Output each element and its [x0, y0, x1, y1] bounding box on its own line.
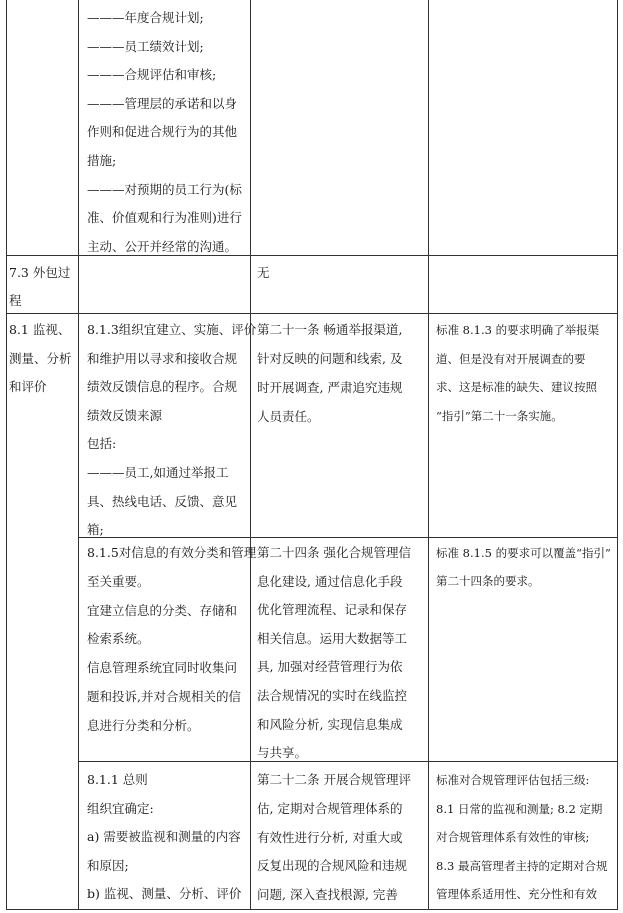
cell-text-line: 作则和促进合规行为的其他 — [87, 124, 238, 140]
cell-text-line: 对合规管理体系有效性的审核; — [436, 830, 590, 845]
table-column-border — [250, 0, 251, 909]
cell-text-line: 宜建立信息的分类、存储和 — [87, 602, 238, 618]
cell-text-line: b) 监视、测量、分析、评价 — [87, 886, 242, 902]
cell-text-line: 管理体系适用性、充分性和有效 — [436, 887, 597, 902]
cell-text-line: 反复出现的合规风险和违规 — [257, 858, 408, 874]
cell-text-line: 至关重要。 — [87, 573, 150, 589]
cell-text-line: 和评价 — [9, 379, 47, 395]
cell-text-line: 第二十二条 开展合规管理评 — [257, 772, 411, 787]
cell-text-line: 检索系统。 — [87, 631, 150, 647]
table-column-border — [78, 0, 79, 909]
cell-text-line: 和原因; — [87, 857, 129, 873]
cell-text-line: 信息管理系统宜同时收集问 — [87, 660, 238, 676]
table-row-border — [78, 537, 618, 538]
cell-text-line: a) 需要被监视和测量的内容 — [87, 829, 241, 845]
cell-text-line: 措施; — [87, 153, 117, 168]
cell-text-line: 测量、分析 — [9, 350, 72, 366]
cell-text-line: 估, 定期对合规管理体系的 — [257, 800, 403, 816]
cell-text-line: ———年度合规计划; — [87, 10, 204, 25]
cell-text-line: 题和投诉,并对合规相关的信 — [87, 689, 241, 704]
cell-text-line: 人员责任。 — [257, 409, 320, 424]
cell-text-line: 8.1 日常的监视和测量; 8.2 定期 — [436, 801, 603, 816]
cell-text-line: 主动、公开并经常的沟通。 — [87, 238, 238, 254]
table-column-border — [428, 0, 429, 909]
cell-text-line: 无 — [257, 265, 270, 280]
cell-text-line: 和维护用以寻求和接收合规 — [87, 350, 238, 366]
cell-text-line: ———对预期的员工行为(标 — [87, 181, 242, 197]
cell-text-line: ———合规评估和审核; — [87, 67, 217, 83]
cell-text-line: 与共享。 — [257, 745, 308, 761]
cell-text-line: 绩效反馈信息的程序。合规 — [87, 379, 238, 395]
cell-text-line: 标准对合规管理评估包括三级: — [436, 773, 590, 787]
table-row-border — [6, 255, 618, 256]
cell-text-line: 具, 加强对经营管理行为依 — [257, 659, 403, 675]
table-column-border — [617, 0, 618, 909]
cell-text-line: 8.3 最高管理者主持的定期对合规 — [436, 858, 608, 873]
table-row-border — [78, 761, 618, 762]
cell-text-line: 有效性进行分析, 对重大或 — [257, 829, 403, 845]
cell-text-line: 时开展调查, 严肃追究违规 — [257, 380, 403, 395]
cell-text-line: 和风险分析, 实现信息集成 — [257, 716, 403, 732]
cell-text-line: 8.1.5对信息的有效分类和管理 — [87, 545, 257, 560]
cell-text-line: 第二十一条 畅通举报渠道, — [257, 322, 403, 337]
cell-text-line: 程 — [9, 293, 22, 308]
cell-text-line: 8.1.3组织宜建立、实施、评价 — [87, 322, 257, 337]
table-row-border — [6, 313, 618, 314]
cell-text-line: 包括: — [87, 436, 117, 452]
cell-text-line: 针对反映的问题和线索, 及 — [257, 351, 403, 366]
cell-text-line: 标准 8.1.5 的要求可以覆盖“指引” — [436, 546, 611, 560]
cell-text-line: 8.1 监视、 — [9, 322, 71, 337]
table-column-border — [6, 0, 7, 909]
cell-text-line: 第二十四条的要求。 — [436, 574, 540, 588]
cell-text-line: 求、这是标准的缺失、建议按照 — [436, 380, 597, 395]
table-row-border — [6, 909, 618, 910]
cell-text-line: ———员工绩效计划; — [87, 38, 204, 54]
cell-text-line: 标准 8.1.3 的要求明确了举报渠 — [436, 323, 600, 337]
cell-text-line: 问题, 深入查找根源, 完善 — [257, 887, 398, 903]
cell-text-line: 法合规情况的实时在线监控 — [257, 688, 408, 703]
cell-text-line: ———员工,如通过举报工 — [87, 465, 229, 480]
cell-text-line: 具、热线电话、反馈、意见 — [87, 493, 238, 509]
cell-text-line: 7.3 外包过 — [9, 265, 71, 280]
cell-text-line: ———管理层的承诺和以身 — [87, 95, 238, 111]
cell-text-line: 第二十四条 强化合规管理信 — [257, 545, 411, 560]
cell-text-line: 准、价值观和行为准则)进行 — [87, 210, 242, 226]
cell-text-line: “指引”第二十一条实施。 — [436, 408, 563, 423]
cell-text-line: 息化建设, 通过信息化手段 — [257, 573, 403, 589]
cell-text-line: 绩效反馈来源 — [87, 407, 163, 423]
cell-text-line: 箱; — [87, 522, 104, 538]
cell-text-line: 优化管理流程、记录和保存 — [257, 602, 408, 618]
cell-text-line: 组织宜确定: — [87, 800, 154, 816]
cell-text-line: 息进行分类和分析。 — [87, 717, 200, 733]
cell-text-line: 相关信息。运用大数据等工 — [257, 630, 408, 646]
cell-text-line: 8.1.1 总则 — [87, 772, 148, 787]
cell-text-line: 道、但是没有对开展调查的要 — [436, 351, 586, 366]
